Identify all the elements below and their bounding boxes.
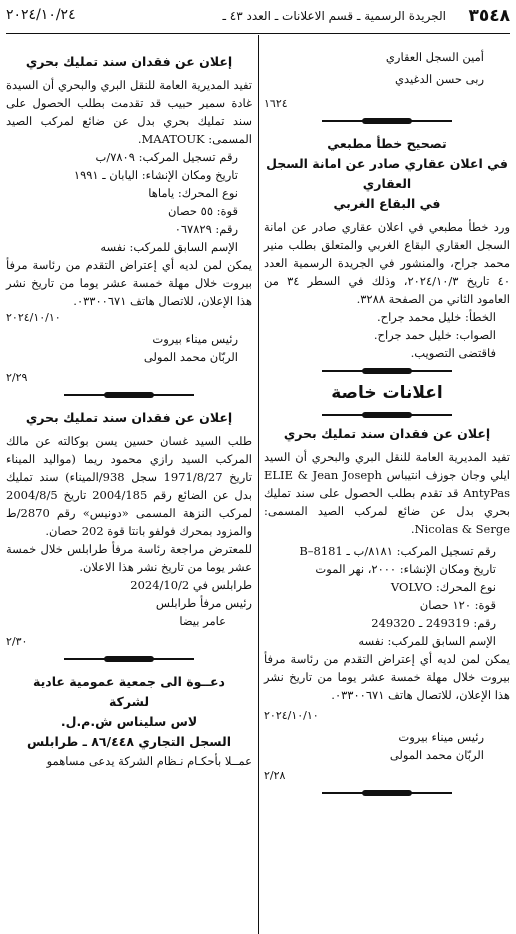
correction-wrong: الخطأ: خليل محمد جراح.: [377, 310, 496, 324]
ad-signature-title: رئيس مرفأ طرابلس: [155, 596, 252, 610]
signature-title: أمين السجل العقاري: [385, 50, 484, 64]
ad-field: رقم: 249319 ـ 249320: [371, 616, 496, 630]
ad-date: طرابلس في 2024/10/2: [130, 578, 252, 592]
ad-field: نوع المحرك: VOLVO: [390, 580, 496, 594]
ad-field: رقم تسجيل المركب: ٨١٨١/ب ـ B–8181: [299, 544, 496, 558]
company-registry: السجل التجاري ٨٦/٤٤٨ ـ طرابلس: [26, 734, 231, 749]
ad-field: تاريخ ومكان الإنشاء: ٢٠٠٠، نهر الموت: [315, 562, 496, 576]
page-header: [6, 6, 510, 32]
ad-body: تفيد المديرية العامة للنقل البري والبحري أن السيدة غادة سمير حبيب قد تقدمت بطلب الحصول على سند تمليك بحري بدل عن ضائع لمركب الصيد المسمى: MAATOUK.: [6, 78, 252, 146]
ad-note: يمكن لمن لديه أي إعتراض التقدم من رئاسة مرفأ بيروت خلال مهلة خمسة عشر يوما من تاريخ نشر هذا الإعلان، للاتصال هاتف ٠٣٣٠٠٦٧١.: [264, 652, 510, 702]
ad-field: رقم: ٠٦٧٨٢٩: [174, 222, 238, 236]
meeting-body: عمــلا بأحكـام نـظام الشركة يدعى مساهمو: [46, 754, 252, 768]
ad-field: الإسم السابق للمركب: نفسه: [100, 240, 238, 254]
ad-field: نوع المحرك: ياماها: [148, 186, 238, 200]
meeting-subtitle: لشركة: [108, 694, 150, 709]
ad-body: تفيد المديرية العامة للنقل البري والبحري أن السيد ايلي وجان جوزف انتيباس ELIE & Jean Joseph AntyPas قد تقدم بطلب الحصول على سند تمليك بحري بدل عن ضائع لمركب الصيد المسمى: Nicolas & Serge.: [264, 450, 510, 536]
ad-field: قوة: ٥٥ حصان: [167, 204, 238, 218]
correction-subtitle-2: في البقاع الغربي: [333, 196, 441, 211]
ad-date: ٢٠٢٤/١٠/١٠: [264, 709, 319, 722]
ad-field: تاريخ ومكان الإنشاء: اليابان ـ ١٩٩١: [73, 168, 238, 182]
ad-signature-name: الربّان محمد المولى: [143, 350, 238, 364]
ad-note: يمكن لمن لديه أي إعتراض التقدم من رئاسة مرفأ بيروت خلال مهلة خمسة عشر يوما من تاريخ نشر هذا الإعلان، للاتصال هاتف ٠٣٣٠٠٦٧١.: [6, 258, 252, 308]
separator: [322, 412, 452, 418]
correction-body: ورد خطأ مطبعي في اعلان عقاري صادر عن امانة السجل العقاري البقاع الغربي والمتعلق بطلب منير محمد جراح، والمنشور في الجريدة الرسمية العدد ٤٠ تاريخ ٢٠٢٤/١٠/٣، وذلك في السطر ٣٤ من العامود الثاني من الصفحة ٣٢٨٨.: [264, 220, 510, 306]
ad-note: للمعترض مراجعة رئاسة مرفأ طرابلس خلال خمسة عشر يوما من تاريخ نشر هذا الاعلان.: [6, 542, 252, 574]
ad-date: ٢٠٢٤/١٠/١٠: [6, 311, 61, 324]
separator: [322, 368, 452, 374]
ad-title: إعلان عن فقدان سند تمليك بحري: [283, 426, 491, 441]
correction-title: تصحيح خطأ مطبعي: [327, 136, 447, 151]
correction-note: فاقتضى التصويب.: [410, 346, 496, 360]
header-rule: [6, 33, 510, 34]
reference-number: ٢/٣٠: [6, 635, 28, 648]
signature-name: ربى حسن الدغيدي: [394, 72, 484, 86]
reference-number: ٢/٢٨: [264, 769, 286, 782]
ad-signature-title: رئيس ميناء بيروت: [152, 332, 238, 346]
correction-right: الصواب: خليل حمد جراح.: [373, 328, 496, 342]
section-title: اعلانات خاصة: [331, 383, 443, 403]
column-divider: [258, 35, 259, 934]
ad-signature-name: عامر بيضا: [179, 614, 226, 628]
reference-number: ١٦٢٤: [264, 97, 288, 110]
correction-subtitle: في اعلان عقاري صادر عن امانة السجل العقاري: [266, 156, 508, 191]
header-date: ٢٠٢٤/١٠/٢٤: [6, 7, 76, 23]
ad-field: رقم تسجيل المركب: ٧٨٠٩/ب: [95, 150, 238, 164]
ad-title: إعلان عن فقدان سند تمليك بحري: [25, 54, 233, 69]
ad-signature-name: الربّان محمد المولى: [389, 748, 484, 762]
right-column: [264, 40, 510, 802]
page-number: ٣٥٤٨: [468, 6, 510, 26]
separator: [64, 656, 194, 662]
separator: [64, 392, 194, 398]
company-name: لاس سليناس ش.م.ل.: [60, 714, 198, 729]
left-column: [6, 40, 252, 770]
header-title: الجريدة الرسمية ـ قسم الاعلانات ـ العدد ٤٣ ـ: [222, 9, 446, 23]
separator: [322, 118, 452, 124]
ad-field: الإسم السابق للمركب: نفسه: [358, 634, 496, 648]
meeting-title: دعــوة الى جمعية عمومية عادية: [33, 674, 225, 689]
reference-number: ٢/٢٩: [6, 371, 28, 384]
ad-body: طلب السيد غسان حسين يسن بوكالته عن مالك المركب السيد رازي محمود ريما (مواليد الميناء تاريخ 1971/8/27 سجل 938/الميناء) سند تمليك بدل عن الضائع رقم 2004/185 تاريخ 2004/8/5 لمركب النزهة المسمى «دونيس» رقم 2870/ط والمزود بمحرك فولفو بانتا قوة 202 حصان.: [6, 434, 252, 538]
ad-signature-title: رئيس ميناء بيروت: [398, 730, 484, 744]
ad-title: إعلان عن فقدان سند تمليك بحري: [25, 410, 233, 425]
separator: [322, 790, 452, 796]
ad-field: قوة: ١٢٠ حصان: [419, 598, 496, 612]
